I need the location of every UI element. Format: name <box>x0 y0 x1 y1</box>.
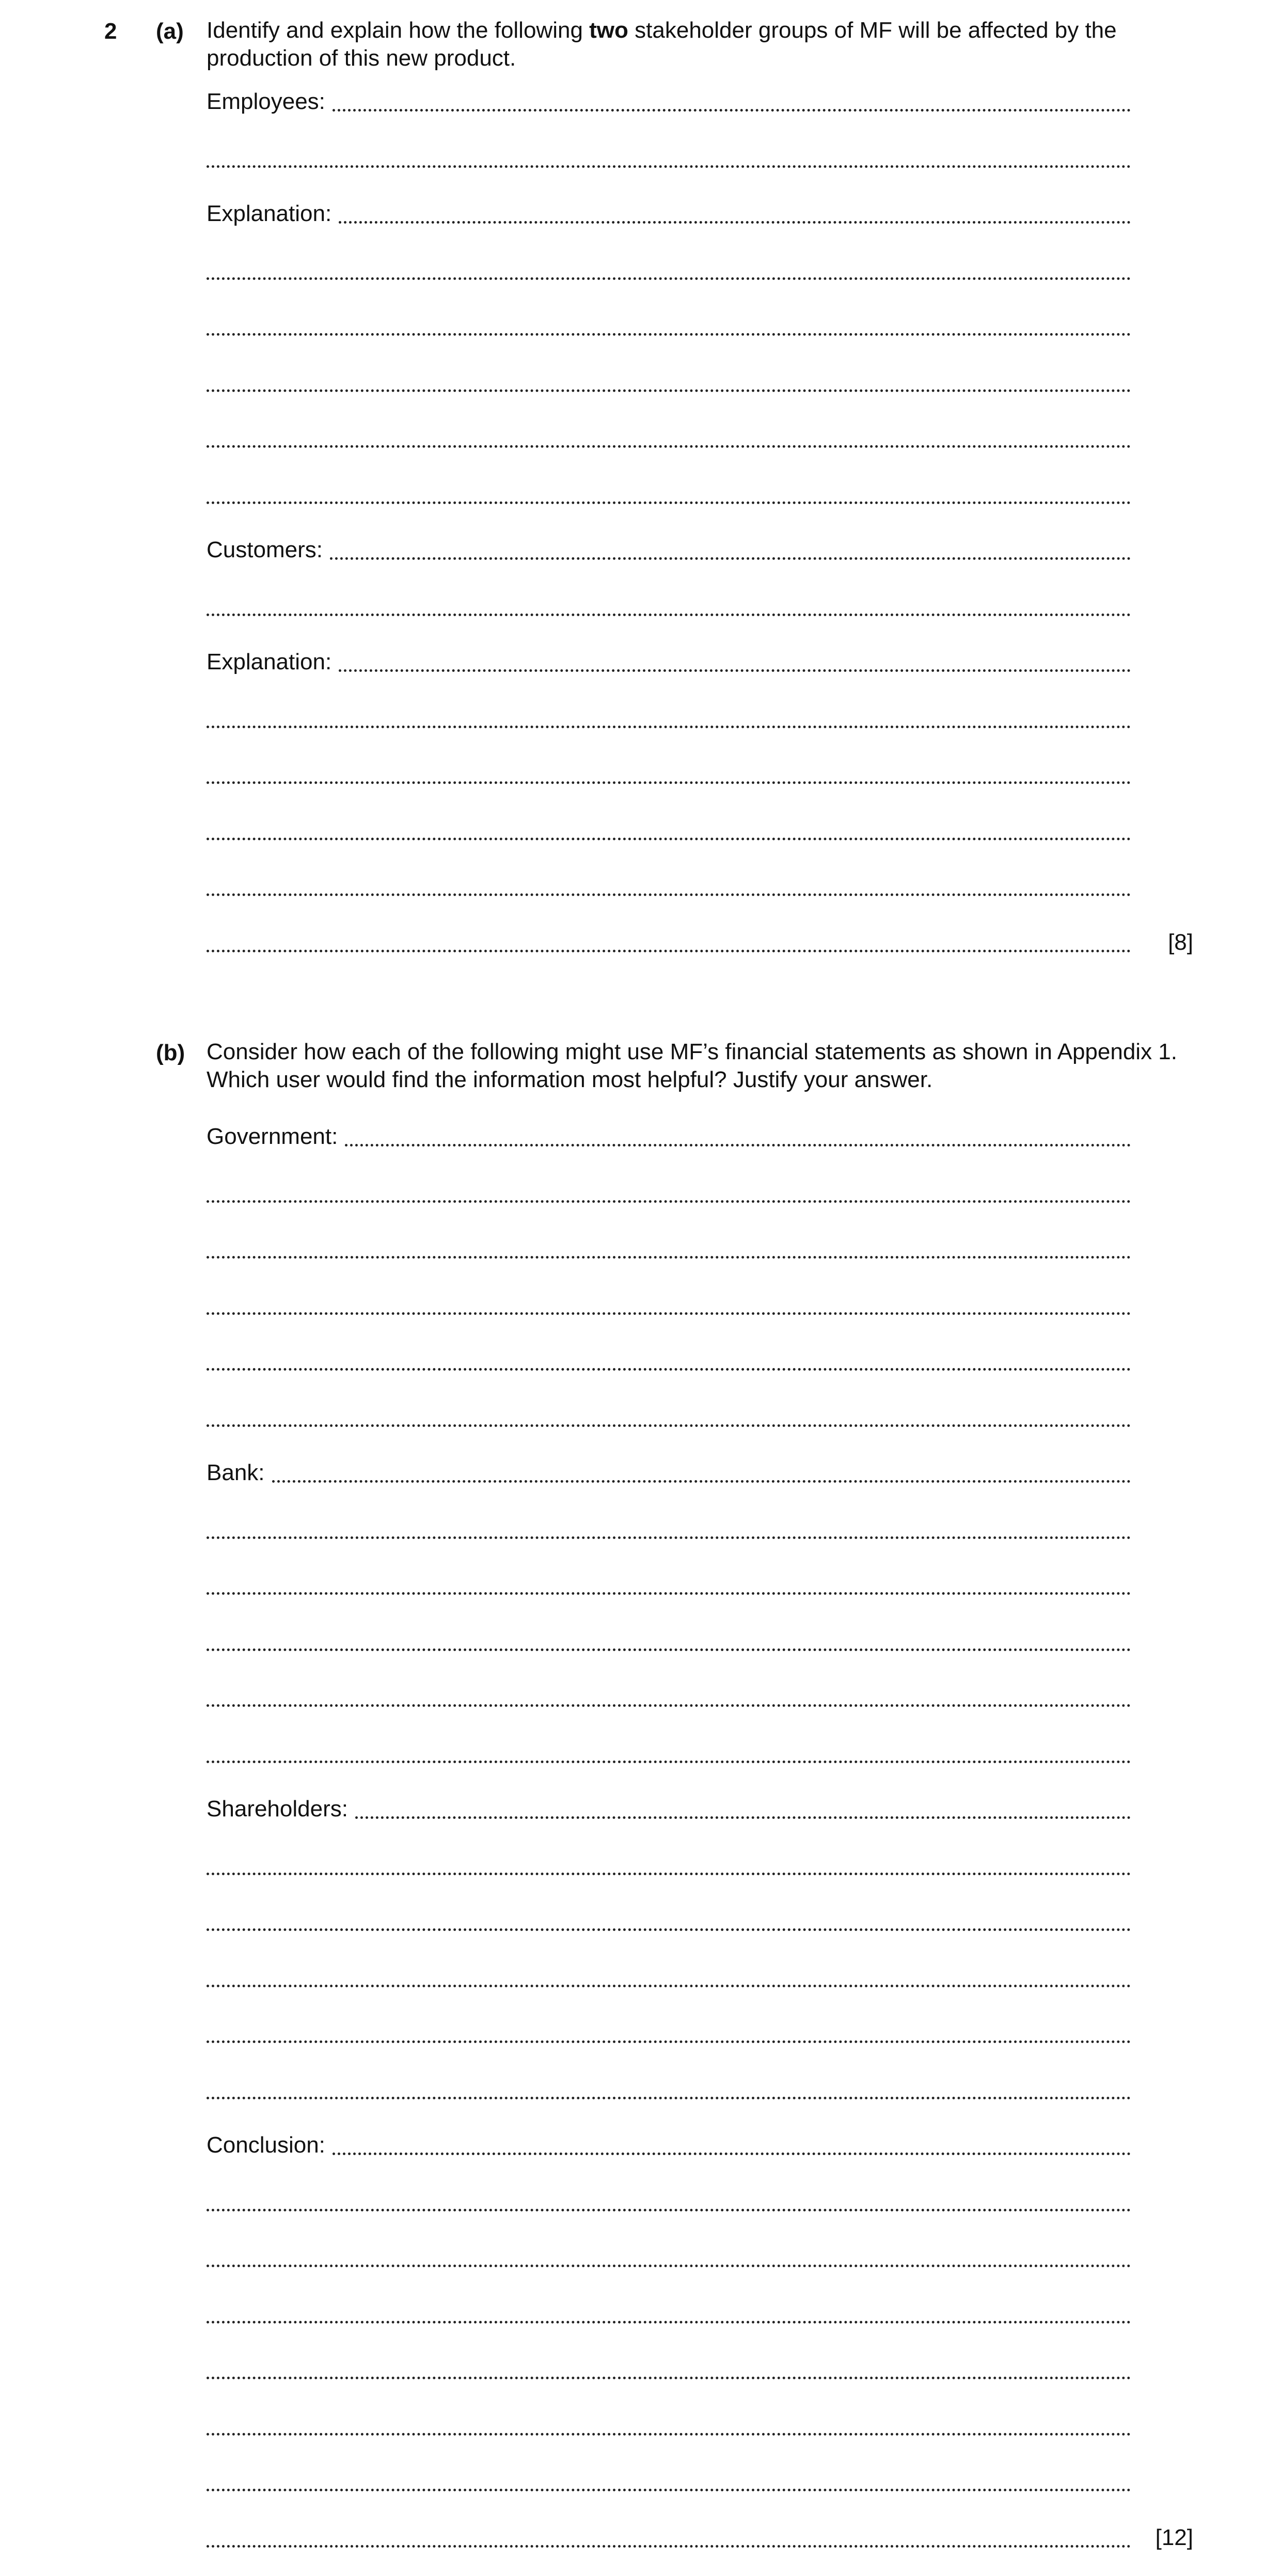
dotted-answer-line <box>207 1847 1131 1875</box>
answer-line[interactable] <box>207 929 1131 956</box>
dotted-answer-line <box>207 588 1131 616</box>
part-a-prompt-bold: two <box>589 18 628 43</box>
dotted-answer-line <box>207 308 1131 336</box>
dotted-answer-line <box>345 1119 1131 1146</box>
dotted-answer-line <box>207 2520 1131 2548</box>
answer-line[interactable] <box>207 200 1131 228</box>
dotted-answer-line <box>207 1399 1131 1427</box>
dotted-answer-line <box>207 1903 1131 1931</box>
dotted-answer-line <box>207 420 1131 448</box>
answer-line[interactable] <box>207 2243 1131 2271</box>
dotted-answer-line <box>207 1511 1131 1539</box>
dotted-answer-line <box>207 2408 1131 2436</box>
answer-line[interactable] <box>207 1627 1131 1655</box>
part-a-prompt-end: stakeholder groups of MF will be affected by the production of this new product. <box>207 18 1117 71</box>
answer-line[interactable] <box>207 760 1131 788</box>
answer-line[interactable] <box>207 704 1131 732</box>
dotted-answer-line <box>207 1959 1131 1987</box>
dotted-answer-line <box>207 2296 1131 2323</box>
part-a-prompt-start: Identify and explain how the following <box>207 18 590 43</box>
section-label: Government: <box>207 1124 338 1149</box>
dotted-answer-line <box>333 84 1131 112</box>
part-b-label: (b) <box>156 1040 185 1065</box>
answer-line[interactable] <box>207 424 1131 452</box>
dotted-answer-line <box>207 756 1131 784</box>
answer-line[interactable] <box>207 1739 1131 1767</box>
section-label: Conclusion: <box>207 2132 325 2158</box>
answer-line[interactable] <box>207 1235 1131 1263</box>
answer-line[interactable] <box>207 2019 1131 2047</box>
answer-line[interactable] <box>207 1459 1131 1487</box>
answer-line[interactable] <box>207 1964 1131 1991</box>
dotted-answer-line <box>207 2463 1131 2491</box>
dotted-answer-line <box>207 868 1131 896</box>
dotted-answer-line <box>355 1791 1131 1819</box>
dotted-answer-line <box>207 1679 1131 1707</box>
answer-line[interactable] <box>207 816 1131 844</box>
dotted-answer-line <box>207 1175 1131 1203</box>
dotted-answer-line <box>207 2071 1131 2099</box>
section-label: Explanation: <box>207 201 332 226</box>
section-label: Employees: <box>207 89 325 114</box>
dotted-answer-line <box>330 532 1131 560</box>
section-label: Bank: <box>207 1460 265 1485</box>
answer-line[interactable] <box>207 480 1131 508</box>
dotted-answer-line <box>207 476 1131 504</box>
answer-line[interactable] <box>207 1907 1131 1935</box>
dotted-answer-line <box>207 1287 1131 1315</box>
answer-line[interactable] <box>207 2076 1131 2103</box>
dotted-answer-line <box>207 364 1131 392</box>
answer-line[interactable] <box>207 1571 1131 1599</box>
section-label: Explanation: <box>207 649 332 674</box>
part-b-prompt: Consider how each of the following might use MF’s financial statements as shown in Appendix 1. Which user would find the information most helpful? Justify your answer. <box>207 1039 1177 1092</box>
dotted-answer-line <box>207 1343 1131 1371</box>
answer-line[interactable] <box>207 312 1131 340</box>
answer-line[interactable] <box>207 1123 1131 1151</box>
answer-line[interactable] <box>207 1795 1131 1823</box>
dotted-answer-line <box>207 2239 1131 2267</box>
answer-line[interactable] <box>207 2300 1131 2328</box>
answer-line[interactable] <box>207 536 1131 564</box>
dotted-answer-line <box>207 140 1131 168</box>
answer-line[interactable] <box>207 872 1131 900</box>
question-number: 2 <box>104 19 117 44</box>
answer-line[interactable] <box>207 88 1131 116</box>
dotted-answer-line <box>207 924 1131 952</box>
answer-line[interactable] <box>207 2524 1131 2552</box>
answer-line[interactable] <box>207 1347 1131 1375</box>
dotted-answer-line <box>207 2015 1131 2043</box>
part-a-marks: [8] <box>1168 929 1193 955</box>
dotted-answer-line <box>207 1567 1131 1595</box>
dotted-answer-line <box>207 2351 1131 2379</box>
section-label: Shareholders: <box>207 1796 348 1821</box>
answer-line[interactable] <box>207 256 1131 284</box>
answer-line[interactable] <box>207 2131 1131 2159</box>
answer-line[interactable] <box>207 592 1131 620</box>
dotted-answer-line <box>207 1623 1131 1651</box>
dotted-answer-line <box>333 2127 1131 2155</box>
dotted-answer-line <box>339 196 1131 224</box>
part-a-prompt <box>207 17 1198 72</box>
dotted-answer-line <box>272 1455 1131 1483</box>
part-a-label: (a) <box>156 19 184 44</box>
answer-line[interactable] <box>207 144 1131 172</box>
dotted-answer-line <box>207 812 1131 840</box>
answer-line[interactable] <box>207 2468 1131 2495</box>
section-label: Customers: <box>207 537 323 562</box>
answer-line[interactable] <box>207 1851 1131 1879</box>
answer-line[interactable] <box>207 648 1131 676</box>
dotted-answer-line <box>207 1231 1131 1259</box>
answer-line[interactable] <box>207 1403 1131 1431</box>
answer-line[interactable] <box>207 2412 1131 2440</box>
dotted-answer-line <box>207 2184 1131 2211</box>
answer-line[interactable] <box>207 2355 1131 2383</box>
answer-line[interactable] <box>207 1515 1131 1543</box>
answer-line[interactable] <box>207 1683 1131 1711</box>
answer-line[interactable] <box>207 2188 1131 2216</box>
dotted-answer-line <box>207 252 1131 280</box>
dotted-answer-line <box>339 644 1131 672</box>
answer-line[interactable] <box>207 1291 1131 1319</box>
part-b-marks: [12] <box>1155 2524 1193 2550</box>
dotted-answer-line <box>207 1735 1131 1763</box>
answer-line[interactable] <box>207 1179 1131 1207</box>
dotted-answer-line <box>207 700 1131 728</box>
answer-line[interactable] <box>207 368 1131 396</box>
